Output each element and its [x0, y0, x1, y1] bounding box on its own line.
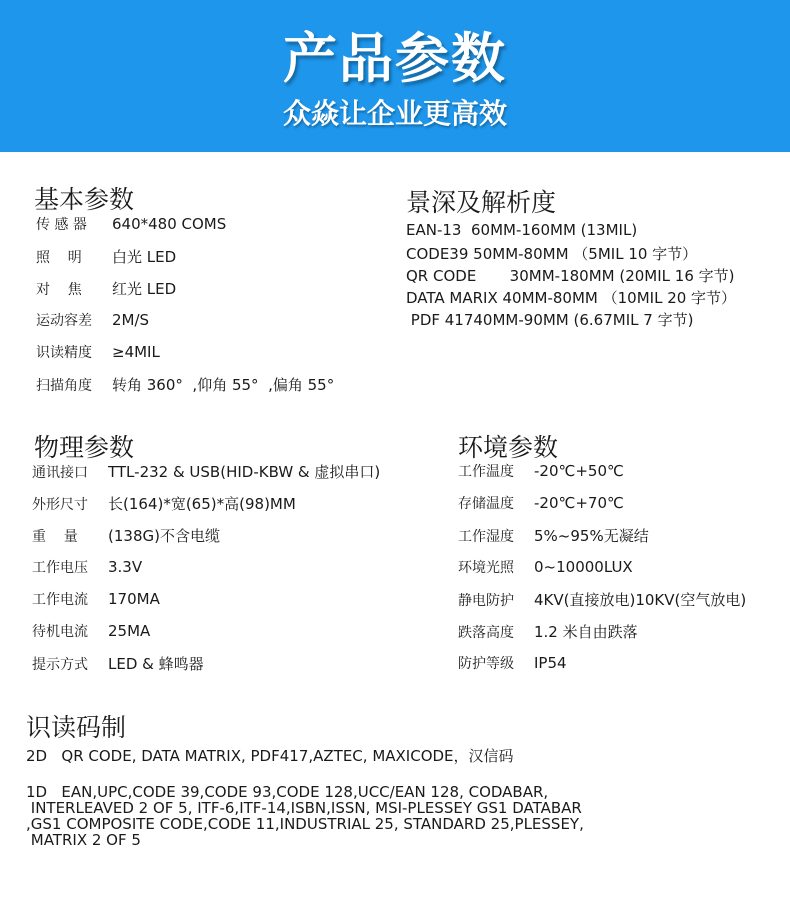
- param-label: 识读精度: [36, 345, 92, 361]
- param-value: 25MA: [108, 622, 151, 640]
- param-label: 传 感 器: [36, 217, 87, 233]
- param-label: 存储温度: [458, 496, 514, 512]
- param-value: -20℃+50℃: [534, 462, 624, 480]
- param-value: (138G)不含电缆: [108, 527, 220, 545]
- symbologies-1d: [26, 784, 584, 848]
- param-label: 运动容差: [36, 313, 92, 329]
- depth-line: PDF 41740MM-90MM (6.67MIL 7 字节): [406, 311, 694, 329]
- param-value: 红光 LED: [112, 280, 177, 298]
- physical-row: [32, 461, 380, 482]
- param-value: 170MA: [108, 590, 160, 608]
- param-label: 外形尺寸: [32, 496, 88, 513]
- param-label: 工作湿度: [458, 528, 514, 545]
- basic-row: [36, 214, 226, 234]
- param-label: 对 焦: [36, 281, 82, 298]
- param-label: 跌落高度: [458, 624, 514, 641]
- param-label: 环境光照: [458, 560, 514, 576]
- depth-line: CODE39 50MM-80MM （5MIL 10 字节）: [406, 245, 698, 263]
- environment-row: [458, 621, 638, 642]
- basic-row: [36, 246, 176, 267]
- depth-line: QR CODE 30MM-180MM (20MIL 16 字节): [406, 267, 735, 285]
- header-banner: [0, 0, 790, 152]
- param-label: 提示方式: [32, 656, 88, 673]
- symbologies-2d: 2D QR CODE, DATA MATRIX, PDF417,AZTEC, MAXICODE，汉信码: [26, 747, 514, 765]
- param-value: LED & 蜂鸣器: [108, 655, 204, 673]
- depth-resolution-title: 景深及解析度: [406, 188, 557, 217]
- param-value: 4KV(直接放电)10KV(空气放电): [534, 591, 747, 609]
- param-label: 静电防护: [458, 592, 514, 609]
- param-value: 长(164)*宽(65)*高(98)MM: [108, 495, 296, 513]
- symbologies-1d-line: INTERLEAVED 2 OF 5, ITF-6,ITF-14,ISBN,ISSN, MSI-PLESSEY GS1 DATABAR: [26, 799, 582, 817]
- param-value: TTL-232 & USB(HID-KBW & 虚拟串口): [108, 463, 381, 481]
- physical-params-title: 物理参数: [34, 433, 135, 462]
- param-value: 0~10000LUX: [534, 558, 633, 576]
- depth-line: EAN-13 60MM-160MM (13MIL): [406, 221, 638, 239]
- basic-row: [36, 374, 334, 395]
- environment-row: [458, 525, 649, 546]
- param-label: 防护等级: [458, 656, 514, 672]
- param-label: 工作温度: [458, 464, 514, 480]
- physical-row: [32, 557, 142, 577]
- param-value: 转角 360° ,仰角 55° ,偏角 55°: [112, 376, 335, 394]
- param-label: 照 明: [36, 249, 82, 266]
- physical-row: [32, 589, 160, 609]
- environment-params-title: 环境参数: [458, 433, 559, 462]
- param-label: 工作电压: [32, 560, 88, 576]
- basic-row: [36, 342, 160, 362]
- symbologies-1d-line: 1D EAN,UPC,CODE 39,CODE 93,CODE 128,UCC/EAN 128, CODABAR,: [26, 783, 549, 801]
- param-value: 3.3V: [108, 558, 143, 576]
- param-label: 重 量: [32, 528, 78, 545]
- param-label: 工作电流: [32, 592, 88, 608]
- param-label: 待机电流: [32, 624, 88, 640]
- param-value: 1.2 米自由跌落: [534, 623, 638, 641]
- environment-row: [458, 557, 633, 577]
- basic-params-title: 基本参数: [34, 185, 135, 214]
- param-label: 扫描角度: [36, 377, 92, 394]
- symbologies-1d-line: MATRIX 2 OF 5: [26, 831, 141, 849]
- param-value: ≥4MIL: [112, 343, 160, 361]
- physical-row: [32, 525, 220, 546]
- depth-line: DATA MARIX 40MM-80MM （10MIL 20 字节）: [406, 289, 737, 307]
- param-value: 2M/S: [112, 311, 150, 329]
- physical-row: [32, 493, 296, 514]
- symbologies-1d-line: ,GS1 COMPOSITE CODE,CODE 11,INDUSTRIAL 25, STANDARD 25,PLESSEY,: [26, 815, 584, 833]
- environment-row: [458, 461, 624, 481]
- param-value: 5%~95%无凝结: [534, 527, 649, 545]
- symbologies-title: 识读码制: [26, 713, 127, 742]
- page-subtitle: 众焱让企业更高效: [282, 97, 507, 130]
- physical-row: [32, 653, 204, 674]
- page-title: 产品参数: [283, 27, 507, 90]
- environment-row: [458, 589, 746, 610]
- param-value: 白光 LED: [112, 248, 177, 266]
- param-label: 通讯接口: [32, 464, 88, 481]
- basic-row: [36, 278, 176, 299]
- param-value: -20℃+70℃: [534, 494, 624, 512]
- basic-row: [36, 310, 149, 330]
- environment-row: [458, 653, 567, 673]
- param-value: IP54: [534, 654, 567, 672]
- environment-row: [458, 493, 624, 513]
- physical-row: [32, 621, 150, 641]
- param-value: 640*480 COMS: [112, 215, 227, 233]
